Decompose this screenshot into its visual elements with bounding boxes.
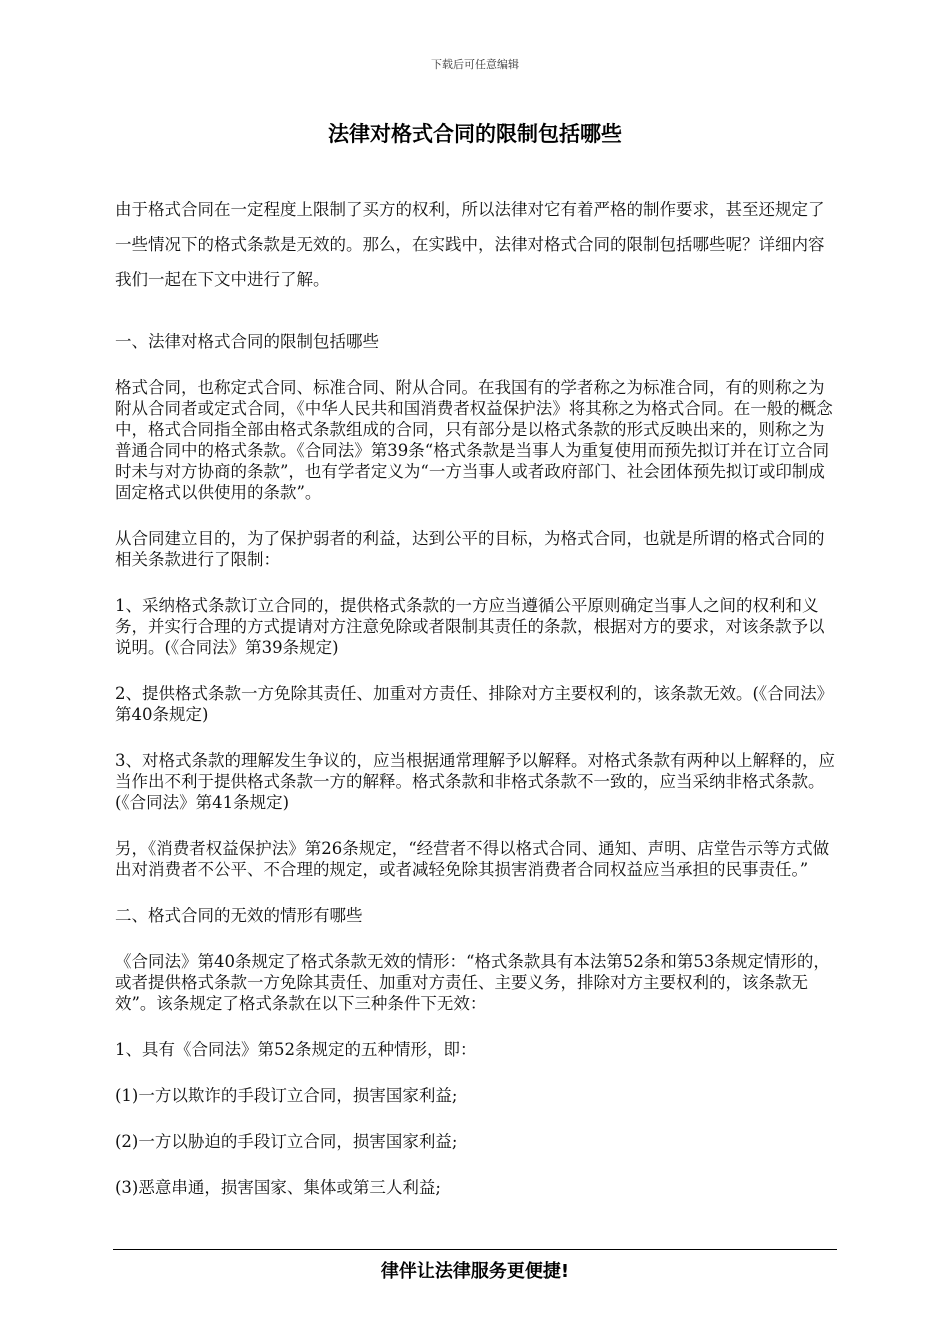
- intro-paragraph: 由于格式合同在一定程度上限制了买方的权利，所以法律对它有着严格的制作要求，甚至还规定了一些情况下的格式条款是无效的。那么，在实践中，法律对格式合同的限制包括哪些呢？详细内容我们一起在下文中进行了解。: [115, 200, 825, 289]
- section-2-heading: 二、格式合同的无效的情形有哪些: [115, 906, 363, 925]
- section-2-list-item: (1)一方以欺诈的手段订立合同，损害国家利益;: [115, 1086, 458, 1105]
- section-1-heading: 一、法律对格式合同的限制包括哪些: [115, 332, 379, 351]
- footer-divider: [113, 1249, 837, 1250]
- section-2-list-item: (2)一方以胁迫的手段订立合同，损害国家利益;: [115, 1132, 458, 1151]
- page-title: 法律对格式合同的限制包括哪些: [328, 122, 622, 146]
- section-2-list-item: (3)恶意串通，损害国家、集体或第三人利益;: [115, 1178, 441, 1197]
- footer-slogan: 律伴让法律服务更便捷!: [380, 1261, 570, 1282]
- section-2-paragraph: 1、具有《合同法》第52条规定的五种情形，即：: [115, 1040, 477, 1059]
- section-1-paragraph: 从合同建立目的，为了保护弱者的利益，达到公平的目标，为格式合同，也就是所谓的格式合同的相关条款进行了限制：: [115, 529, 825, 569]
- section-1-paragraph: 3、对格式条款的理解发生争议的，应当根据通常理解予以解释。对格式条款有两种以上解释的，应当作出不利于提供格式条款一方的解释。格式条款和非格式条款不一致的，应当采纳非格式条款。(《合同法》第41条规定): [115, 751, 835, 812]
- section-1-paragraph: 格式合同，也称定式合同、标准合同、附从合同。在我国有的学者称之为标准合同，有的则称之为附从合同者或定式合同，《中华人民共和国消费者权益保护法》将其称之为格式合同。在一般的概念中，格式合同指全部由格式条款组成的合同，只有部分是以格式条款的形式反映出来的，则称之为普通合同中的格式条款。《合同法》第39条“格式条款是当事人为重复使用而预先拟订并在订立合同时未与对方协商的条款”，也有学者定义为“一方当事人或者政府部门、社会团体预先拟订或印制成固定格式以供使用的条款”。: [115, 378, 833, 502]
- section-2-paragraph: 《合同法》第40条规定了格式条款无效的情形：“格式条款具有本法第52条和第53条规定情形的，或者提供格式条款一方免除其责任、加重对方责任、主要义务，排除对方主要权利的，该条款无效”。该条规定了格式条款在以下三种条件下无效：: [115, 952, 830, 1013]
- header-note: 下载后可任意编辑: [431, 58, 519, 71]
- document-body: [115, 192, 837, 1223]
- section-1-paragraph: 2、提供格式条款一方免除其责任、加重对方责任、排除对方主要权利的，该条款无效。(《合同法》第40条规定): [115, 684, 834, 724]
- section-1-paragraph: 1、采纳格式条款订立合同的，提供格式条款的一方应当遵循公平原则确定当事人之间的权利和义务，并实行合理的方式提请对方注意免除或者限制其责任的条款，根据对方的要求，对该条款予以说明。(《合同法》第39条规定): [115, 596, 825, 657]
- section-1-paragraph: 另，《消费者权益保护法》第26条规定，“经营者不得以格式合同、通知、声明、店堂告示等方式做出对消费者不公平、不合理的规定，或者减轻免除其损害消费者合同权益应当承担的民事责任。”: [115, 839, 830, 879]
